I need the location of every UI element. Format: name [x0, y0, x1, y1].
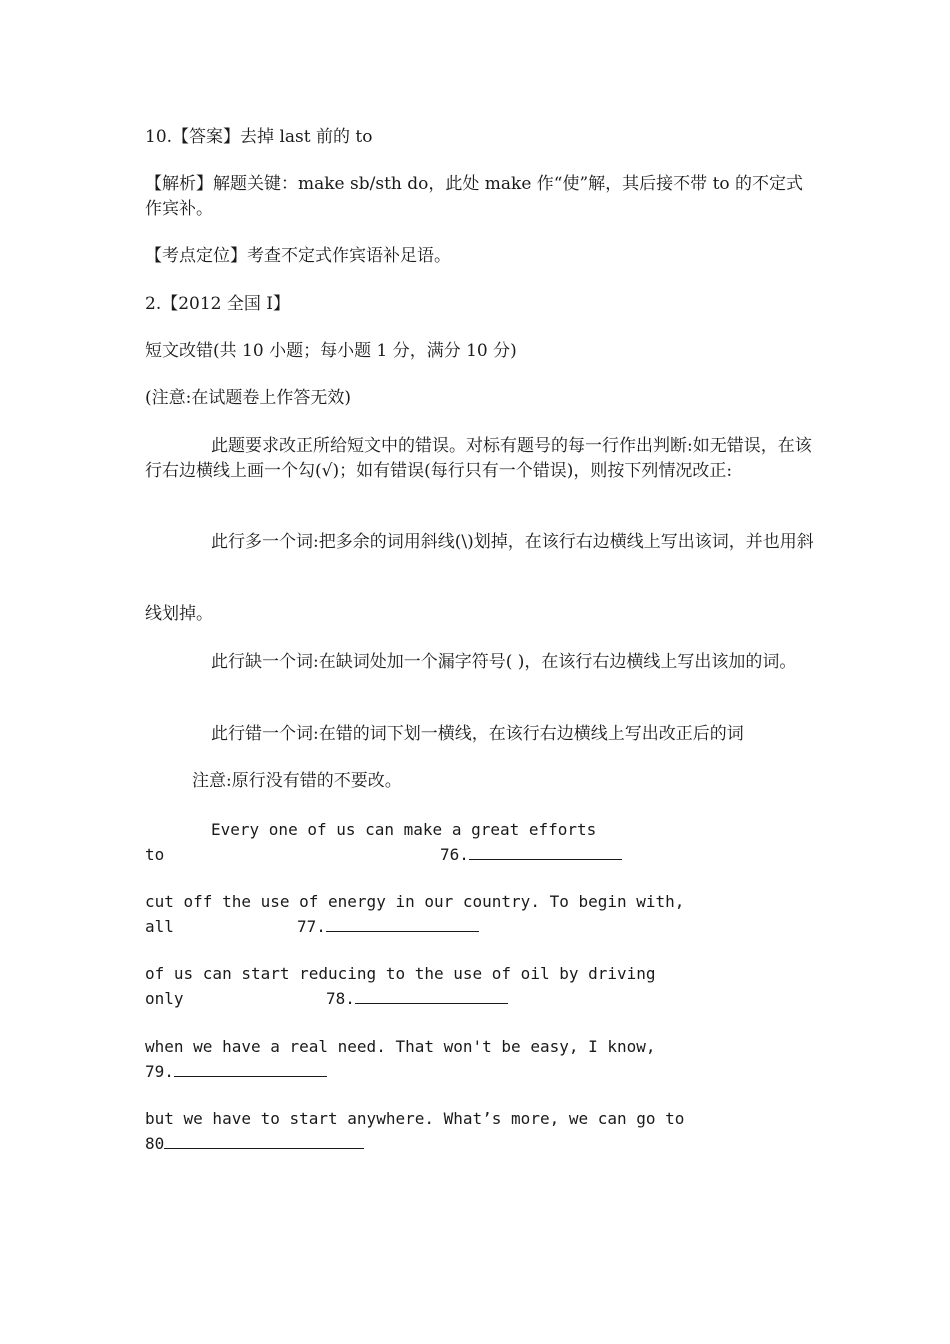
answer-number: 79. [145, 1062, 174, 1081]
instruction-paragraph: 此题要求改正所给短文中的错误。对标有题号的每一行作出判断:如无错误，在该行右边横线上画一个勾(√)；如有错误(每行只有一个错误)，则按下列情况改正: [145, 436, 812, 481]
answer-blank-76[interactable] [469, 842, 622, 860]
passage-line-77-tail [145, 914, 815, 939]
passage-line-77: cut off the use of energy in our country. To begin with, [145, 892, 685, 911]
answer-blank-77[interactable] [326, 914, 479, 932]
answer-number: 76. [440, 845, 469, 864]
section-title: 2.【2012 全国 I】 [145, 294, 291, 314]
passage-line-79-tail [145, 1059, 815, 1084]
instruction-wrong-word: 此行错一个词:在错的词下划一横线，在该行右边横线上写出改正后的词 [211, 724, 744, 744]
answer-blank-80[interactable] [164, 1131, 364, 1149]
passage-line-78: of us can start reducing to the use of oil by driving [145, 964, 656, 983]
answer-heading: 10.【答案】去掉 last 前的 to [145, 127, 373, 147]
answer-point: 【考点定位】考查不定式作宾语补足语。 [145, 246, 451, 266]
answer-analysis: 【解析】解题关键：make sb/sth do，此处 make 作“使”解，其后接不带 to 的不定式作宾补。 [145, 174, 804, 219]
task-description: 短文改错(共 10 小题；每小题 1 分，满分 10 分) [145, 341, 517, 361]
passage-line-80-tail [145, 1131, 815, 1156]
passage-line-78-tail [145, 986, 815, 1011]
answer-blank-79[interactable] [174, 1059, 327, 1077]
answer-blank-78[interactable] [355, 986, 508, 1004]
answer-number: 78. [326, 989, 355, 1008]
passage-tail-word: all [145, 917, 174, 936]
passage-line-76: Every one of us can make a great efforts [211, 820, 597, 839]
instruction-extra-word: 此行多一个词:把多余的词用斜线(\)划掉，在该行右边横线上写出该词，并也用斜 [211, 532, 814, 552]
passage-tail-word: to [145, 845, 165, 864]
instruction-extra-word-cont: 线划掉。 [145, 604, 213, 624]
passage-line-76-tail [145, 842, 815, 867]
task-note: (注意:在试题卷上作答无效) [145, 388, 351, 408]
passage-line-80: but we have to start anywhere. What’s more, we can go to [145, 1109, 685, 1128]
answer-number: 77. [297, 917, 326, 936]
answer-number: 80 [145, 1134, 165, 1153]
instruction-missing-word: 此行缺一个词:在缺词处加一个漏字符号( )，在该行右边横线上写出该加的词。 [211, 652, 797, 672]
instruction-note: 注意:原行没有错的不要改。 [192, 771, 402, 791]
passage-tail-word: only [145, 989, 184, 1008]
passage-line-79: when we have a real need. That won't be easy, I know, [145, 1037, 656, 1056]
